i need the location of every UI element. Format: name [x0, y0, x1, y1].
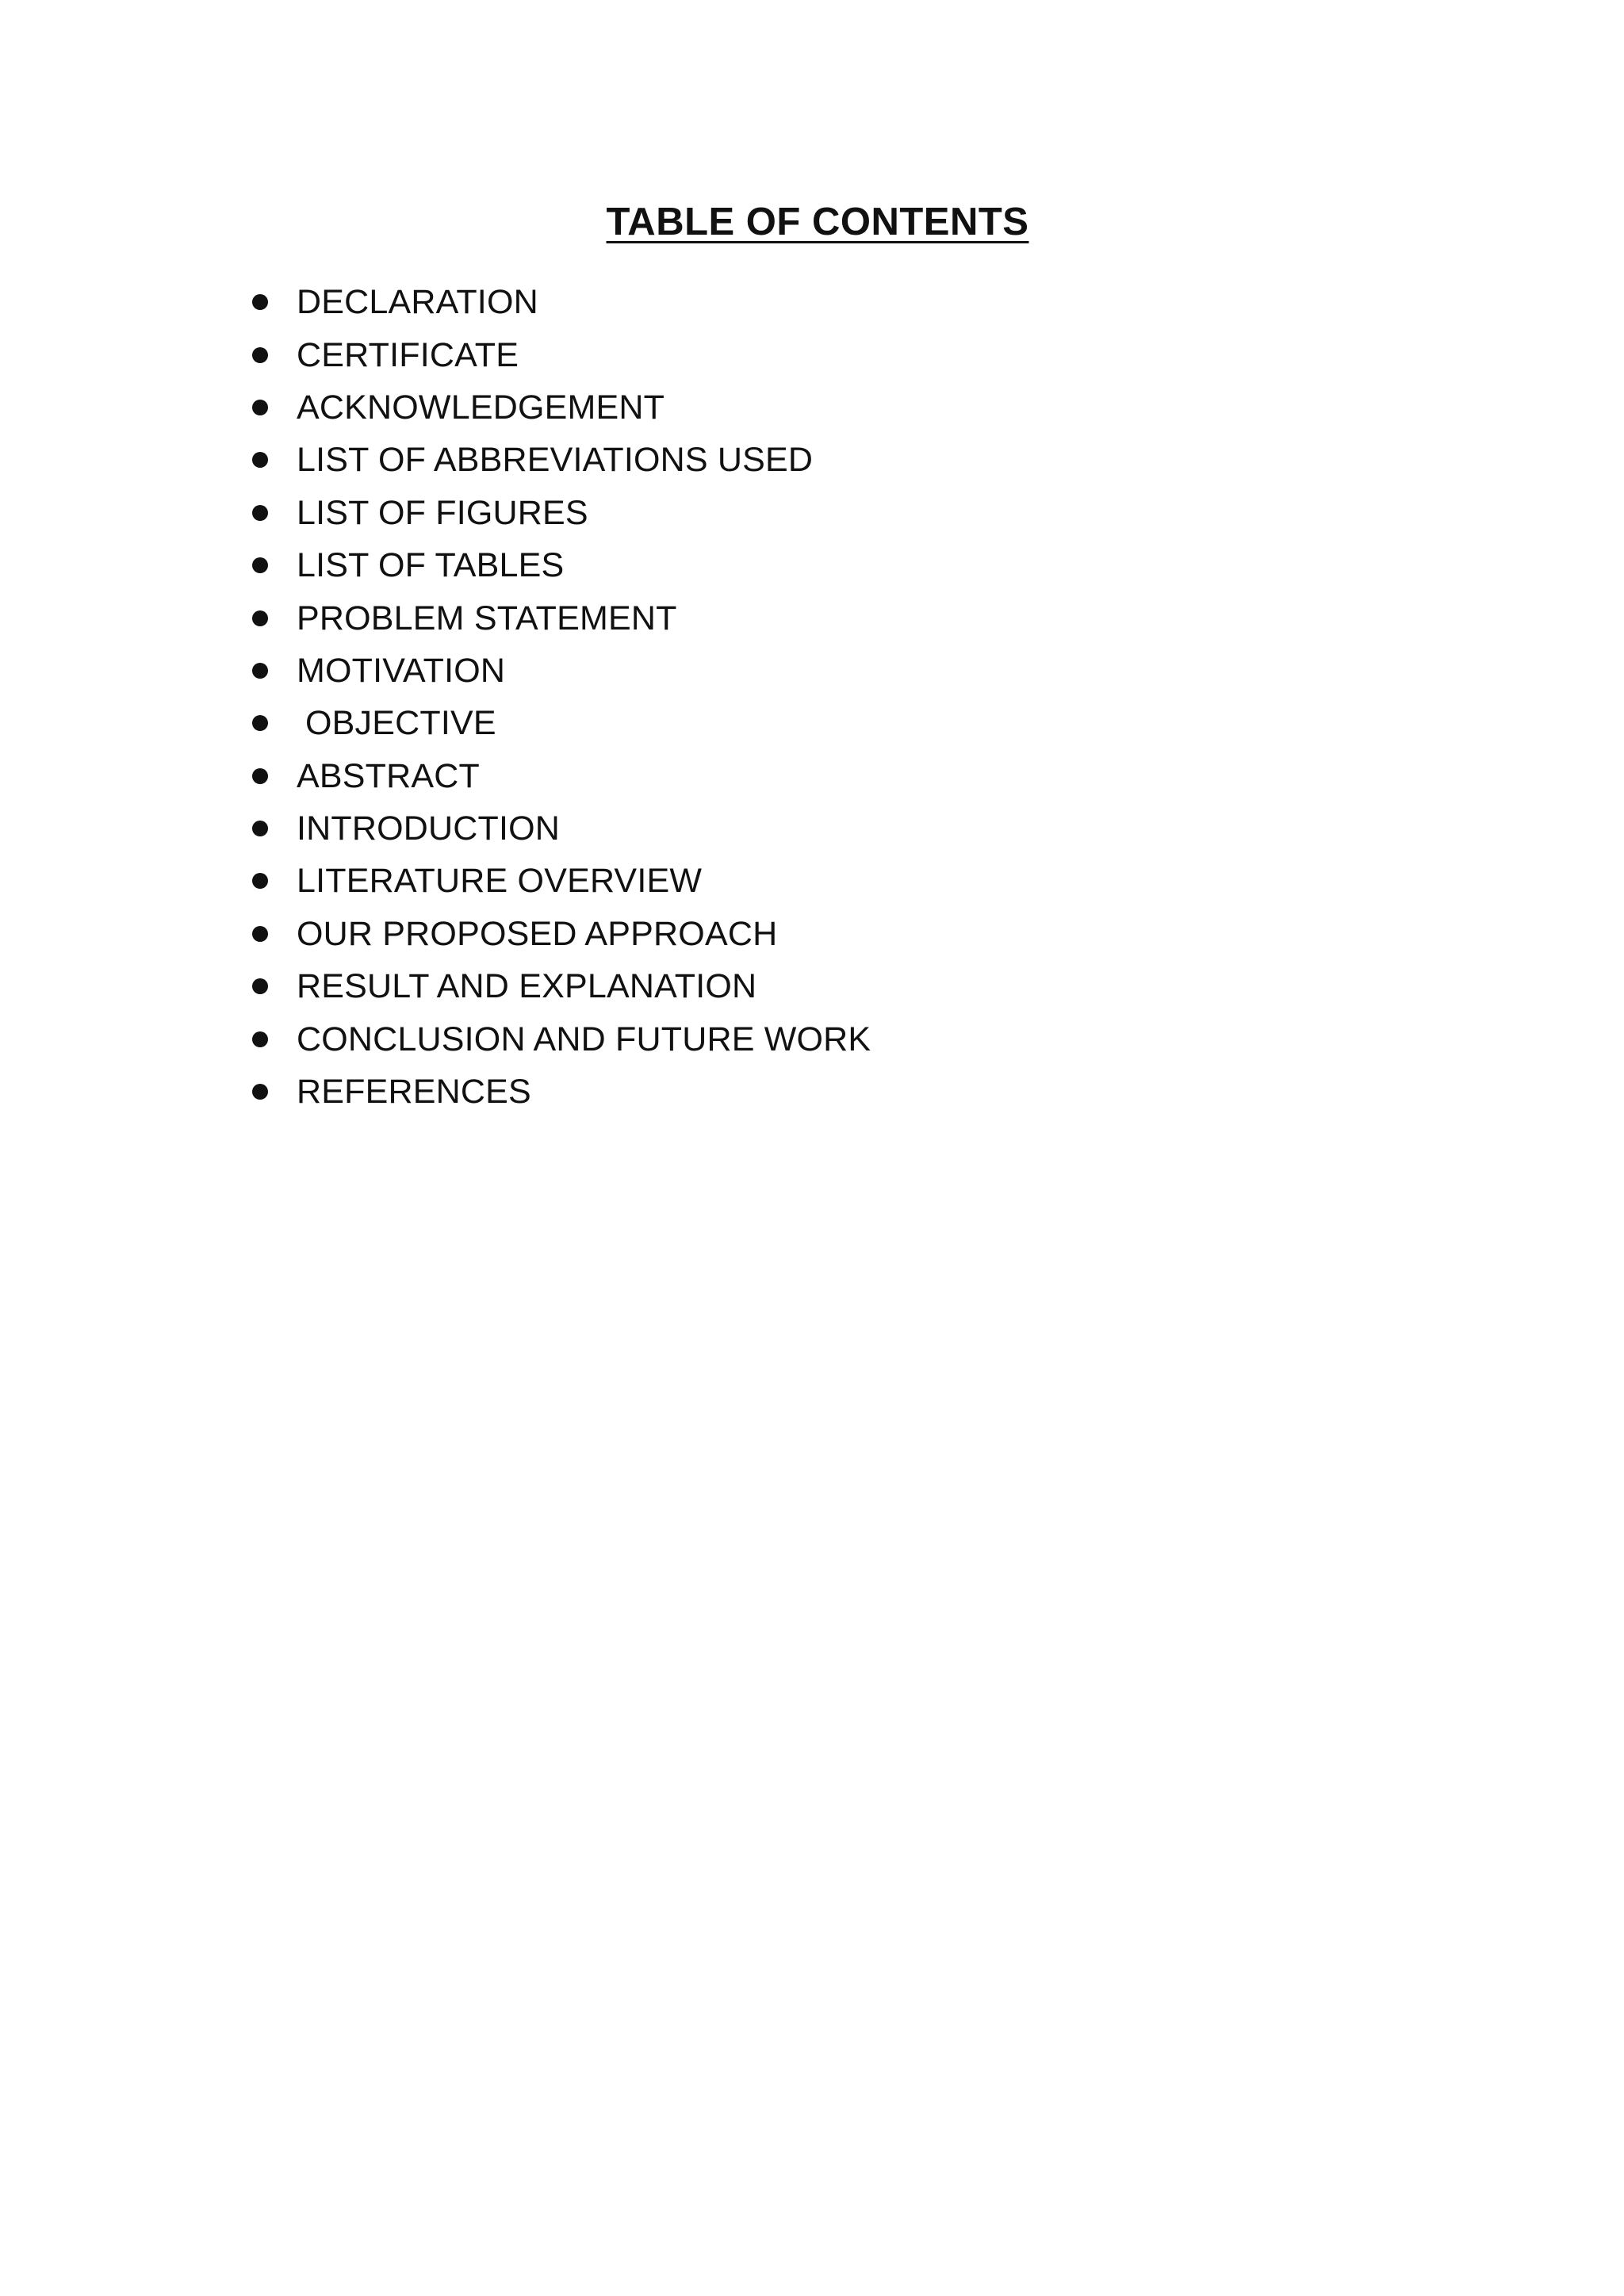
bullet-icon [252, 768, 268, 784]
bullet-icon [252, 557, 268, 573]
bullet-icon [252, 1031, 268, 1047]
bullet-icon [252, 663, 268, 679]
bullet-icon [252, 400, 268, 415]
bullet-icon [252, 873, 268, 889]
toc-item-label: ABSTRACT [297, 756, 480, 795]
toc-item-label: CONCLUSION AND FUTURE WORK [297, 1020, 871, 1058]
bullet-icon [252, 610, 268, 626]
toc-item-label: OUR PROPOSED APPROACH [297, 914, 778, 953]
toc-item-label: RESULT AND EXPLANATION [297, 967, 757, 1006]
bullet-icon [252, 821, 268, 836]
toc-item-label: MOTIVATION [297, 651, 506, 690]
bullet-icon [252, 505, 268, 521]
bullet-icon [252, 1084, 268, 1100]
toc-item-label: LIST OF FIGURES [297, 493, 588, 532]
toc-item-label: ACKNOWLEDGEMENT [297, 388, 665, 427]
toc-item-label: PROBLEM STATEMENT [297, 599, 677, 637]
bullet-icon [252, 347, 268, 363]
toc-item-label: LIST OF ABBREVIATIONS USED [297, 441, 814, 480]
toc-item-label: REFERENCES [297, 1073, 531, 1112]
toc-item-label: OBJECTIVE [305, 704, 496, 743]
bullet-icon [252, 978, 268, 994]
bullet-icon [252, 452, 268, 468]
toc-item-label: DECLARATION [297, 283, 538, 322]
toc-item-label: LITERATURE OVERVIEW [297, 862, 703, 901]
bullet-icon [252, 715, 268, 731]
bullet-icon [252, 926, 268, 942]
toc-item-label: LIST OF TABLES [297, 546, 565, 585]
toc-item-label: CERTIFICATE [297, 335, 519, 374]
bullet-icon [252, 294, 268, 310]
page-title: TABLE OF CONTENTS [606, 201, 1029, 243]
toc-item-label: INTRODUCTION [297, 809, 561, 848]
